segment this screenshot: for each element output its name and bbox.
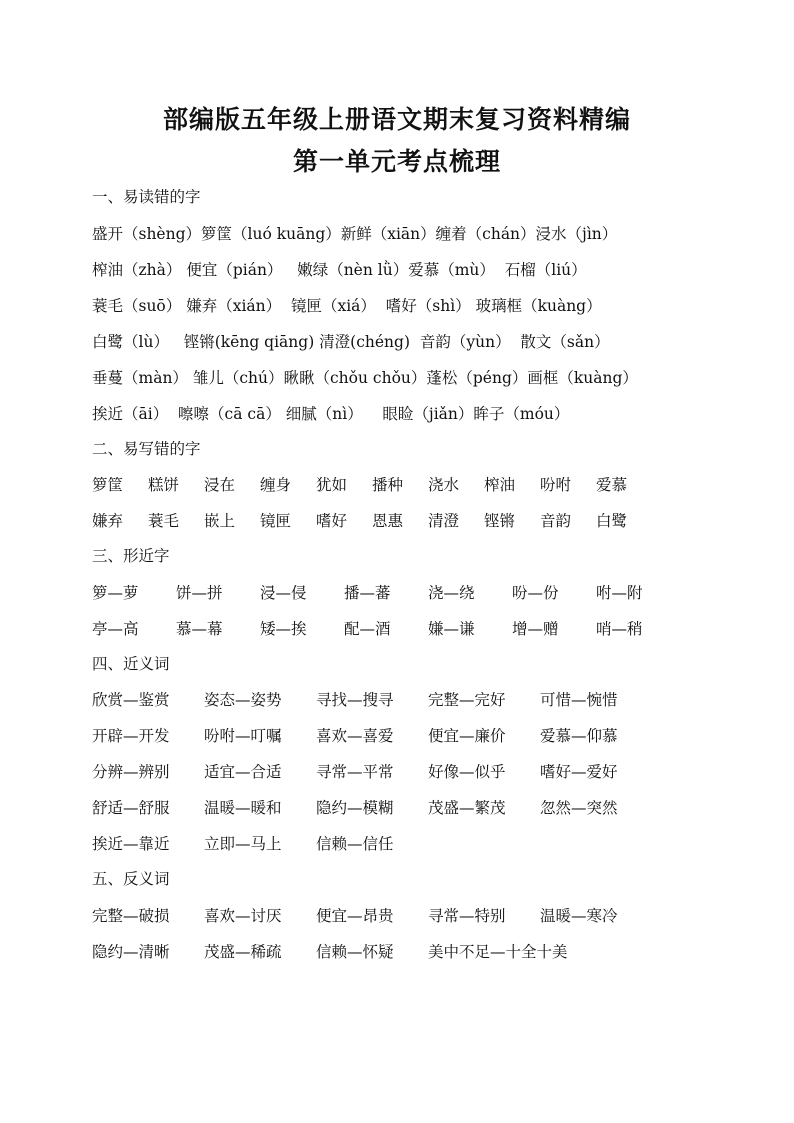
similar-char-pair: 哨—稍 [596, 619, 643, 638]
antonym-pair: 便宜—昂贵 [316, 906, 394, 925]
word-row [92, 503, 752, 539]
antonym-pair: 隐约—清晰 [92, 942, 170, 961]
antonym-pair: 寻常—特别 [428, 906, 506, 925]
synonym-pair: 信赖—信任 [316, 835, 394, 853]
word-item: 箩筐 [92, 476, 124, 494]
antonym-pair: 温暖—寒冷 [540, 906, 618, 925]
similar-char-pair: 慕—幕 [176, 619, 223, 638]
synonym-pair: 可惜—惋惜 [540, 691, 618, 709]
similar-char-list [92, 575, 752, 647]
synonym-pair: 开辟—开发 [92, 727, 170, 745]
word-item: 镜匣 [260, 512, 292, 530]
document-body [92, 180, 752, 970]
similar-char-pair: 配—酒 [344, 619, 391, 638]
word-item: 嗜好 [316, 512, 348, 530]
synonym-pair: 忽然—突然 [540, 799, 618, 817]
similar-char-row [92, 575, 752, 611]
section-heading-misread-chars: 一、易读错的字 [92, 188, 201, 206]
synonym-pair: 欣赏—鉴赏 [92, 691, 170, 709]
synonym-pair: 好像—似乎 [428, 763, 506, 781]
word-item: 恩惠 [372, 512, 404, 530]
similar-char-pair: 浇—绕 [428, 583, 475, 602]
document-title: 部编版五年级上册语文期末复习资料精编 [162, 105, 631, 134]
pinyin-line: 盛开（shèng）箩筐（luó kuāng）新鲜（xiān）缠着（chán）浸水（jìn） [92, 224, 618, 243]
antonym-list [92, 898, 752, 970]
document-subtitle: 第一单元考点梳理 [292, 147, 501, 176]
word-list-miswritten [92, 467, 752, 539]
similar-char-pair: 饼—拼 [176, 583, 223, 602]
section-heading-miswritten-chars: 二、易写错的字 [92, 439, 201, 458]
synonym-pair: 嗜好—爱好 [540, 763, 618, 781]
pinyin-line: 垂蔓（màn） 雏儿（chú）瞅瞅（chǒu chǒu）蓬松（péng）画框（kuàng） [92, 368, 638, 387]
word-item: 音韵 [540, 512, 572, 530]
section-heading-synonyms: 四、近义词 [92, 654, 170, 673]
word-item: 榨油 [484, 476, 516, 494]
antonym-pair: 茂盛—稀疏 [204, 942, 282, 961]
synonym-pair: 便宜—廉价 [428, 727, 506, 745]
section-heading-similar-chars: 三、形近字 [92, 547, 170, 565]
similar-char-pair: 吩—份 [512, 583, 559, 602]
similar-char-pair: 箩—萝 [92, 583, 139, 602]
synonym-row [92, 718, 752, 754]
similar-char-pair: 播—蕃 [344, 583, 391, 602]
similar-char-pair: 嫌—谦 [428, 619, 475, 638]
similar-char-pair: 咐—附 [596, 583, 643, 602]
synonym-pair: 温暖—暖和 [204, 799, 282, 817]
word-row [92, 467, 752, 503]
word-item: 浇水 [428, 476, 460, 494]
antonym-pair: 完整—破损 [92, 906, 170, 925]
synonym-pair: 完整—完好 [428, 691, 506, 709]
synonym-pair: 隐约—模糊 [316, 799, 394, 817]
synonym-row [92, 790, 752, 826]
word-item: 蓑毛 [148, 512, 180, 530]
word-item: 缠身 [260, 476, 292, 494]
pinyin-line: 挨近（āi） 嚓嚓（cā cā） 细腻（nì） 眼睑（jiǎn）眸子（móu） [92, 404, 570, 423]
similar-char-pair: 矮—挨 [260, 619, 307, 638]
synonym-pair: 姿态—姿势 [204, 691, 282, 709]
word-item: 白鹭 [596, 512, 628, 530]
word-item: 爱慕 [596, 476, 628, 494]
synonym-pair: 茂盛—繁茂 [428, 799, 506, 817]
word-item: 嫌弃 [92, 512, 124, 530]
synonym-pair: 寻找—搜寻 [316, 691, 394, 709]
synonym-pair: 舒适—舒服 [92, 799, 170, 817]
synonym-pair: 适宜—合适 [204, 763, 282, 781]
synonym-row [92, 754, 752, 790]
section-heading-antonyms: 五、反义词 [92, 870, 170, 888]
word-item: 浸在 [204, 476, 236, 494]
word-item: 犹如 [316, 476, 348, 494]
similar-char-pair: 浸—侵 [260, 583, 307, 602]
word-item: 播种 [372, 476, 404, 494]
similar-char-pair: 增—赠 [512, 619, 559, 638]
antonym-row [92, 898, 752, 934]
synonym-pair: 分辨—辨别 [92, 763, 170, 781]
word-item: 糕饼 [148, 476, 180, 494]
synonym-pair: 吩咐—叮嘱 [204, 727, 282, 745]
word-item: 吩咐 [540, 476, 572, 494]
antonym-pair: 美中不足—十全十美 [428, 942, 568, 961]
antonym-row [92, 934, 752, 970]
synonym-row [92, 826, 752, 862]
pinyin-line: 榨油（zhà） 便宜（pián） 嫩绿（nèn lǜ）爱慕（mù） 石榴（liú） [92, 260, 587, 279]
word-item: 清澄 [428, 512, 460, 530]
synonym-list [92, 682, 752, 862]
pinyin-line: 白鹭（lù） 铿锵(kēng qiāng) 清澄(chéng) 音韵（yùn） 散文（sǎn） [92, 332, 610, 351]
synonym-pair: 挨近—靠近 [92, 835, 170, 853]
similar-char-row [92, 611, 752, 647]
synonym-pair: 爱慕—仰慕 [540, 727, 618, 745]
synonym-pair: 喜欢—喜爱 [316, 727, 394, 745]
synonym-pair: 寻常—平常 [316, 763, 394, 781]
antonym-pair: 信赖—怀疑 [316, 942, 394, 961]
word-item: 铿锵 [484, 512, 516, 530]
synonym-row [92, 682, 752, 718]
word-item: 嵌上 [204, 512, 236, 530]
similar-char-pair: 亭—高 [92, 619, 139, 638]
synonym-pair: 立即—马上 [204, 835, 282, 853]
pinyin-line: 蓑毛（suō） 嫌弃（xián） 镜匣（xiá） 嗜好（shì） 玻璃框（kuàng） [92, 296, 602, 315]
antonym-pair: 喜欢—讨厌 [204, 906, 282, 925]
